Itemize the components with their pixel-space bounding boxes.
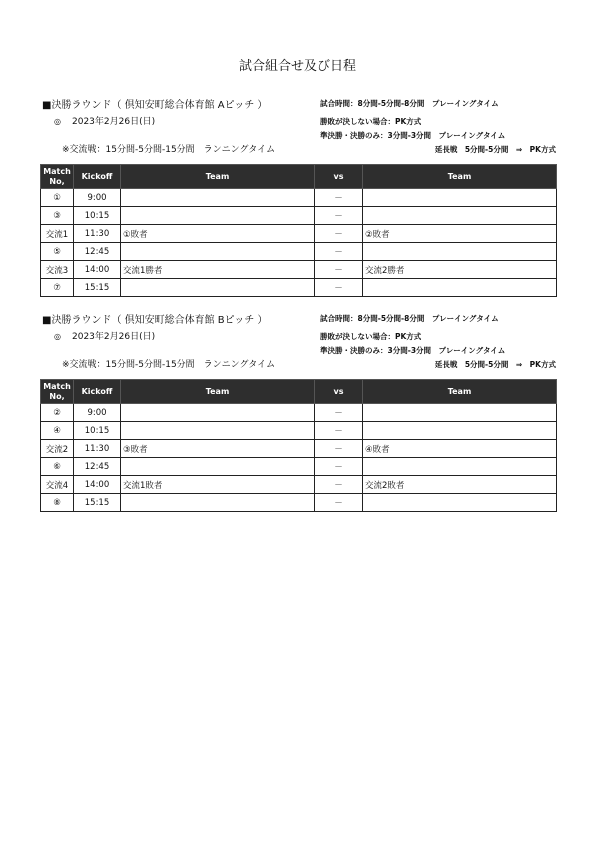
team-2-cell [363,494,557,512]
kickoff-cell: 12:45 [74,458,121,476]
date-text: 2023年2月26日(日) [72,117,156,127]
match-no-cell: 交流2 [41,440,74,458]
team-2-cell [363,243,557,261]
team-2-cell [363,189,557,207]
vs-cell: － [315,279,363,297]
schedule-table [40,164,557,297]
match-date [54,114,155,127]
match-rules [320,96,556,162]
team-2-cell [363,458,557,476]
kickoff-cell: 9:00 [74,189,121,207]
team-1-cell [121,189,315,207]
header-vs: vs [315,380,363,404]
match-no-cell: 交流4 [41,476,74,494]
vs-cell: － [315,422,363,440]
kickoff-cell: 9:00 [74,404,121,422]
rule-extra-time: 延長戦 5分間-5分間 ⇒ PK方式 [434,145,556,154]
team-2-cell: ②敗者 [363,225,557,243]
kickoff-cell: 15:15 [74,279,121,297]
team-2-cell [363,404,557,422]
rule-match-time: 試合時間：8分間-5分間-8分間 プレーイングタイム [320,314,499,323]
kickoff-cell: 11:30 [74,225,121,243]
kickoff-cell: 10:15 [74,207,121,225]
vs-cell: － [315,207,363,225]
rule-tiebreak: 勝敗が決しない場合：PK方式 [320,117,422,126]
table-row [41,189,557,207]
exchange-match-note: ※交流戦：15分間-5分間-15分間 ランニングタイム [62,360,276,370]
table-row [41,225,557,243]
header-team-1: Team [121,165,315,189]
team-1-cell [121,458,315,476]
table-row [41,476,557,494]
team-1-cell: 交流1敗者 [121,476,315,494]
header-team-2: Team [363,165,557,189]
table-row [41,458,557,476]
table-row [41,279,557,297]
vs-cell: － [315,494,363,512]
match-no-cell: ③ [41,207,74,225]
page-title: 試合組合せ及び日程 [238,59,356,74]
match-no-cell: ⑥ [41,458,74,476]
kickoff-cell: 15:15 [74,494,121,512]
header-kickoff: Kickoff [74,165,121,189]
table-header-row [41,165,557,189]
section-heading: ■決勝ラウンド（ 倶知安町総合体育館 Bピッチ ） [42,315,268,326]
team-1-cell [121,494,315,512]
exchange-match-note: ※交流戦：15分間-5分間-15分間 ランニングタイム [62,145,276,155]
kickoff-cell: 11:30 [74,440,121,458]
vs-cell: － [315,404,363,422]
team-2-cell: ④敗者 [363,440,557,458]
header-vs: vs [315,165,363,189]
team-1-cell [121,279,315,297]
match-no-cell: ① [41,189,74,207]
kickoff-cell: 10:15 [74,422,121,440]
match-no-cell: ⑦ [41,279,74,297]
table-row [41,261,557,279]
team-1-cell: ①敗者 [121,225,315,243]
team-1-cell [121,207,315,225]
rule-match-time: 試合時間：8分間-5分間-8分間 プレーイングタイム [320,99,499,108]
double-circle-icon: ◎ [54,117,61,126]
table-row [41,243,557,261]
header-match-no: Match No, [41,165,74,189]
match-no-cell: ② [41,404,74,422]
vs-cell: － [315,476,363,494]
team-1-cell: 交流1勝者 [121,261,315,279]
table-row [41,494,557,512]
match-no-cell: 交流1 [41,225,74,243]
section-heading: ■決勝ラウンド（ 倶知安町総合体育館 Aピッチ ） [42,100,268,111]
team-1-cell [121,243,315,261]
table-row [41,422,557,440]
header-kickoff: Kickoff [74,380,121,404]
match-no-cell: ④ [41,422,74,440]
table-row [41,440,557,458]
schedule-table [40,379,557,512]
header-team-2: Team [363,380,557,404]
rule-extra-time: 延長戦 5分間-5分間 ⇒ PK方式 [434,360,556,369]
vs-cell: － [315,440,363,458]
rule-semifinal-final: 準決勝・決勝のみ：3分間-3分間 プレーイングタイム [320,131,506,140]
header-team-1: Team [121,380,315,404]
table-row [41,207,557,225]
table-row [41,404,557,422]
kickoff-cell: 14:00 [74,261,121,279]
team-2-cell [363,422,557,440]
header-match-no: Match No, [41,380,74,404]
kickoff-cell: 12:45 [74,243,121,261]
vs-cell: － [315,261,363,279]
match-no-cell: 交流3 [41,261,74,279]
team-1-cell [121,422,315,440]
team-2-cell: 交流2敗者 [363,476,557,494]
vs-cell: － [315,189,363,207]
vs-cell: － [315,225,363,243]
vs-cell: － [315,243,363,261]
kickoff-cell: 14:00 [74,476,121,494]
match-no-cell: ⑤ [41,243,74,261]
team-2-cell: 交流2勝者 [363,261,557,279]
date-text: 2023年2月26日(日) [72,332,156,342]
team-2-cell [363,207,557,225]
rule-semifinal-final: 準決勝・決勝のみ：3分間-3分間 プレーイングタイム [320,346,506,355]
vs-cell: － [315,458,363,476]
match-no-cell: ⑧ [41,494,74,512]
team-1-cell: ③敗者 [121,440,315,458]
rule-tiebreak: 勝敗が決しない場合：PK方式 [320,332,422,341]
match-rules [320,311,556,377]
table-header-row [41,380,557,404]
team-1-cell [121,404,315,422]
match-date [54,329,155,342]
double-circle-icon: ◎ [54,332,61,341]
team-2-cell [363,279,557,297]
